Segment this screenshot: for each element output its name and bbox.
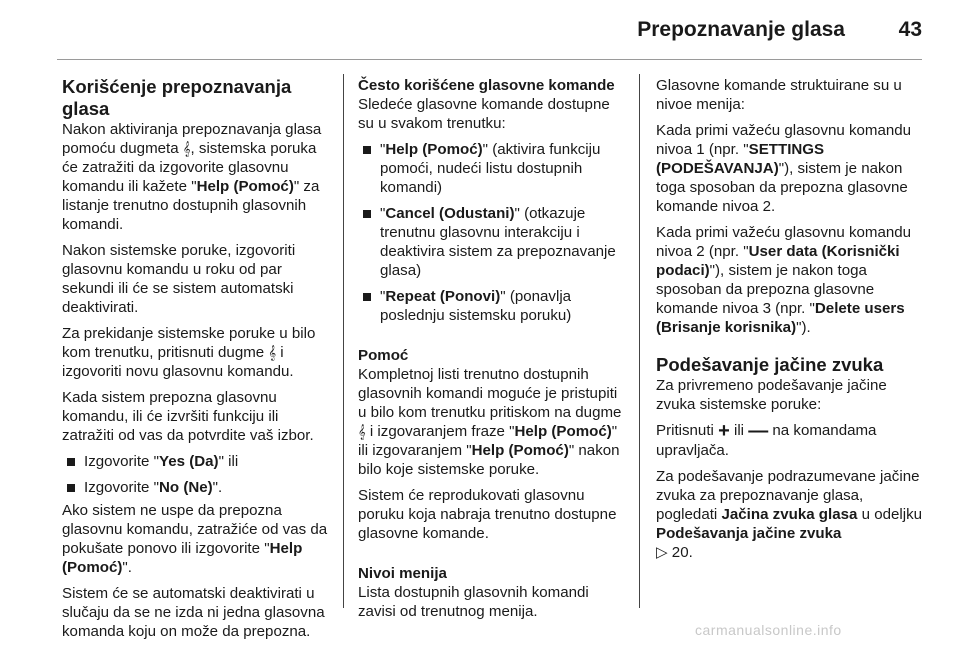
paragraph: Sledeće glasovne komande dostupne su u svakom trenutku: — [358, 96, 610, 132]
paragraph: Kada sistem prepozna glasovnu komandu, ili će izvršiti funkciju ili zatražiti od vas da potvrdite vaš izbor. — [62, 389, 314, 444]
column-divider-2 — [639, 74, 640, 608]
minus-icon: — — [748, 420, 769, 442]
page-title: Prepoznavanje glasa — [637, 18, 845, 41]
section-heading-common-commands: Često korišćene glasovne komande — [358, 77, 615, 94]
list-item: "Cancel (Odustani)" (otkazuje trenutnu glasovnu interakciju i deaktivira sistem za prepoznavanje glasa) — [358, 204, 626, 280]
list-item: "Repeat (Ponovi)" (ponavlja poslednju sistemsku poruku) — [358, 287, 626, 325]
paragraph: Kada primi važeću glasovnu komandu nivoa 2 (npr. "User data (Korisnički podaci)"), sistem je nakon toga sposoban da prepozna glasovne komande nivoa 3 (npr. "Delete users (Brisanje korisnika)"). — [656, 224, 912, 336]
section-heading-voice-recognition: Korišćenje prepoznavanja glasa — [62, 76, 292, 119]
section-heading-volume: Podešavanje jačine zvuka — [656, 354, 884, 375]
voice-command-icon: 𝄞 — [268, 345, 277, 360]
paragraph: Kompletnoj listi trenutno dostupnih glasovnih komandi moguće je pristupiti u bilo kom trenutku pritiskom na dugme 𝄞 i izgovaranjem fraze "Help (Pomoć)" ili izgovaranjem "Help (Pomoć)" nakon bilo koje sistemske poruke. — [358, 366, 622, 478]
paragraph: Glasovne komande struktuirane su u nivoe menija: — [656, 77, 902, 113]
paragraph: Nakon sistemske poruke, izgovoriti glasovnu komandu u roku od par sekundi ili će se sistem automatski deaktivirati. — [62, 242, 296, 316]
list-item: Izgovorite "No (Ne)". — [62, 478, 332, 497]
paragraph: Za privremeno podešavanje jačine zvuka sistemske poruke: — [656, 377, 887, 413]
spacer — [358, 550, 626, 564]
paragraph: Sistem će reprodukovati glasovnu poruku koja nabraja trenutno dostupne glasovne komande. — [358, 487, 617, 542]
subheading-help: Pomoć — [358, 347, 409, 364]
spacer — [656, 344, 926, 354]
bullet-icon — [363, 210, 371, 218]
page-reference-icon: ▷ — [656, 544, 668, 561]
column-divider-1 — [343, 74, 344, 608]
paragraph: Sistem će se automatski deaktivirati u slučaju da se ne izda ni jedna glasovna komanda koju on može da prepozna. — [62, 585, 325, 640]
header-divider — [57, 59, 922, 60]
page-header — [0, 0, 960, 58]
paragraph: Nakon aktiviranja prepoznavanja glasa pomoću dugmeta 𝄞, sistemska poruka će zatražiti da izgovorite glasovnu komandu ili kažete "Help (Pomoć)" za listanje trenutno dostupnih glasovnih komandi. — [62, 121, 322, 233]
voice-command-icon: 𝄞 — [358, 424, 366, 439]
paragraph: Ako sistem ne uspe da prepozna glasovnu komandu, zatražiće od vas da pokušate ponovo ili izgovorite "Help (Pomoć)". — [62, 502, 328, 576]
bullet-icon — [67, 484, 75, 492]
page-reference[interactable]: 20. — [667, 544, 693, 561]
subheading-menu-levels: Nivoi menija — [358, 565, 447, 582]
page-number: 43 — [898, 18, 922, 41]
paragraph: Za podešavanje podrazumevane jačine zvuka za prepoznavanje glasa, pogledati Jačina zvuka glasa u odeljku Podešavanja jačine zvuka ▷ 20. — [656, 468, 923, 561]
column-3 — [656, 76, 926, 569]
bullet-icon — [363, 293, 371, 301]
watermark: carmanualsonline.info — [695, 622, 842, 638]
paragraph: Lista dostupnih glasovnih komandi zavisi od trenutnog menija. — [358, 584, 589, 620]
column-2 — [358, 76, 626, 628]
bullet-icon — [67, 458, 75, 466]
list-item: Izgovorite "Yes (Da)" ili — [62, 452, 332, 471]
paragraph: Pritisnuti + ili — na komandama upravljača. — [656, 420, 877, 459]
bullet-icon — [363, 146, 371, 154]
list-item: "Help (Pomoć)" (aktivira funkciju pomoći, nudeći listu dostupnih komandi) — [358, 140, 626, 197]
voice-command-icon: 𝄞 — [182, 141, 191, 156]
paragraph: Kada primi važeću glasovnu komandu nivoa 1 (npr. "SETTINGS (PODEŠAVANJA)"), sistem je nakon toga sposoban da prepozna glasovne komande nivoa 2. — [656, 122, 912, 215]
paragraph: Za prekidanje sistemske poruke u bilo kom trenutku, pritisnuti dugme 𝄞 i izgovoriti novu glasovnu komandu. — [62, 325, 316, 380]
spacer — [358, 332, 626, 346]
plus-icon: + — [718, 420, 730, 442]
column-1 — [62, 76, 332, 648]
